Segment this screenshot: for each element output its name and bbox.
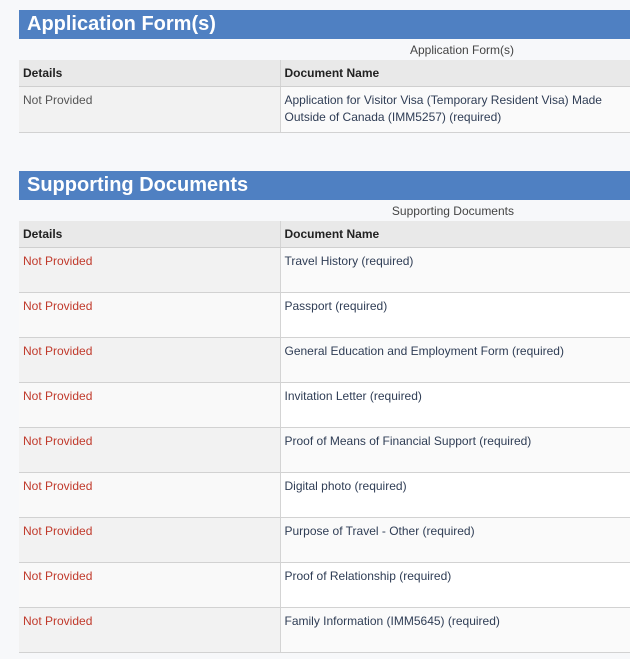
document-name-cell: Application for Visitor Visa (Temporary Resident Visa) Made Outside of Canada (IMM5257) (required): [280, 87, 630, 133]
table-row: [19, 473, 630, 518]
table-row: [19, 383, 630, 428]
details-cell: Not Provided: [19, 338, 280, 383]
details-cell: Not Provided: [19, 248, 280, 293]
details-cell: Not Provided: [19, 383, 280, 428]
application-forms-section: [19, 10, 630, 133]
details-cell: Not Provided: [19, 473, 280, 518]
table-row: [19, 248, 630, 293]
details-cell: Not Provided: [19, 293, 280, 338]
application-forms-title: Application Form(s): [19, 10, 630, 39]
table-row: [19, 563, 630, 608]
document-name-cell: Digital photo (required): [280, 473, 630, 518]
table-header-row: [19, 60, 630, 87]
details-cell: Not Provided: [19, 563, 280, 608]
document-name-cell: Family Information (IMM5645) (required): [280, 608, 630, 653]
table-row: [19, 608, 630, 653]
document-name-cell: Invitation Letter (required): [280, 383, 630, 428]
details-cell: Not Provided: [19, 87, 280, 133]
document-name-column-header: Document Name: [280, 221, 630, 248]
supporting-documents-title: Supporting Documents: [19, 171, 630, 200]
table-header-row: [19, 221, 630, 248]
document-name-cell: Proof of Means of Financial Support (required): [280, 428, 630, 473]
document-name-cell: Purpose of Travel - Other (required): [280, 518, 630, 563]
document-name-cell: Proof of Relationship (required): [280, 563, 630, 608]
details-column-header: Details: [19, 60, 280, 87]
supporting-documents-table: [19, 221, 630, 653]
document-name-column-header: Document Name: [280, 60, 630, 87]
details-cell: Not Provided: [19, 428, 280, 473]
document-name-cell: Travel History (required): [280, 248, 630, 293]
document-name-cell: General Education and Employment Form (required): [280, 338, 630, 383]
application-forms-caption: Application Form(s): [409, 43, 514, 57]
document-name-cell: Passport (required): [280, 293, 630, 338]
table-row: [19, 428, 630, 473]
table-row: [19, 518, 630, 563]
details-cell: Not Provided: [19, 518, 280, 563]
supporting-documents-section: [19, 171, 630, 653]
application-forms-table: [19, 60, 630, 133]
details-column-header: Details: [19, 221, 280, 248]
table-row: [19, 338, 630, 383]
table-row: [19, 87, 630, 133]
supporting-documents-caption: Supporting Documents: [391, 204, 514, 218]
details-cell: Not Provided: [19, 608, 280, 653]
table-row: [19, 293, 630, 338]
